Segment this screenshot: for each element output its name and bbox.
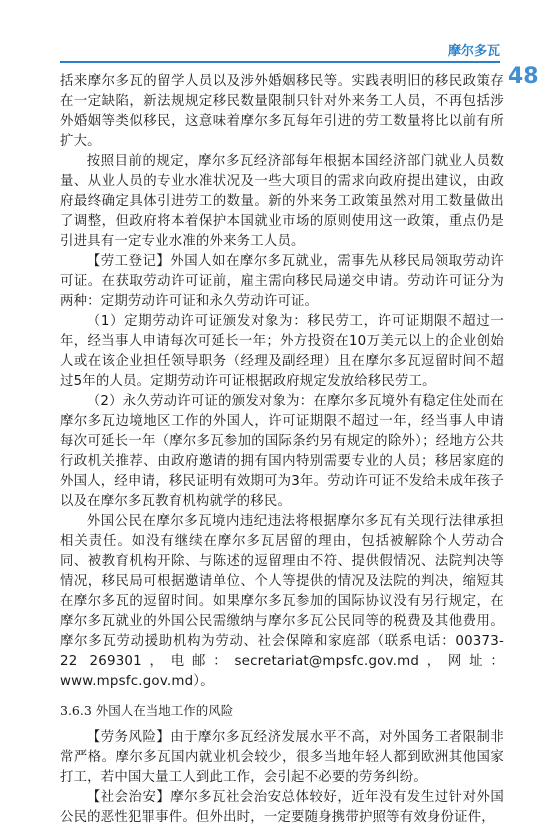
paragraph-temporary-permit: （1）定期劳动许可证颁发对象为：移民劳工，许可证期限不超过一年，经当事人申请每次可延长一年；外方投资在10万美元以上的企业创始人或在该企业担任领导职务（经理及副经理）且在摩尔多瓦逗留时间不超过5年的人员。定期劳动许可证根据政府规定发放给移民劳工。 (60, 314, 504, 389)
page-number: 48 (508, 64, 539, 89)
paragraph-public-security: 【社会治安】摩尔多瓦社会治安总体较好，近年没有发生过针对外国公民的恶性犯罪事件。但外出时，一定要随身携带护照等有效身份证件， (60, 790, 504, 825)
paragraph-legal-liability: 外国公民在摩尔多瓦境内违纪违法将根据摩尔多瓦有关现行法律承担相关责任。如没有继续在摩尔多瓦居留的理由，包括被解除个人劳动合同、被教育机构开除、与陈述的逗留理由不符、提供假情况、法院判决等情况，移民局可根据邀请单位、个人等提供的情况及法院的判决，缩短其在摩尔多瓦的逗留时间。如果摩尔多瓦参加的国际协议没有另行规定，在摩尔多瓦就业的外国公民需缴纳与摩尔多瓦公民同等的税费及其他费用。摩尔多瓦劳动援助机构为劳动、社会保障和家庭部（联系电话：00373- 22 269301，电邮：secretariat@mpsfc.gov.md，网址：www.mpsfc.gov.md）。 (60, 514, 504, 689)
paragraph-permanent-permit: （2）永久劳动许可证的颁发对象为：在摩尔多瓦境外有稳定住处而在摩尔多瓦边境地区工作的外国人，许可证期限不超过一年，经当事人申请每次可延长一年（摩尔多瓦参加的国际条约另有规定的除外）；经地方公共行政机关推荐、由政府邀请的拥有国内特别需要专业的人员；移居家庭的外国人，经申请，移民证明有效期可为3年。劳动许可证不发给未成年孩子以及在摩尔多瓦教育机构就学的移民。 (60, 394, 504, 509)
header-rule (60, 61, 500, 63)
paragraph-policy: 按照目前的规定，摩尔多瓦经济部每年根据本国经济部门就业人员数量、从业人员的专业水准状况及一些大项目的需求向政府提出建议，由政府最终确定具体引进劳工的数量。新的外来务工政策虽然对用工数量做出了调整，但政府将本着保护本国就业市场的原则使用这一政策，重点仍是引进具有一定专业水准的外来务工人员。 (60, 154, 504, 249)
running-header-title: 摩尔多瓦 (447, 44, 500, 59)
page-body (60, 72, 504, 828)
section-heading: 3.6.3 外国人在当地工作的风险 (60, 703, 234, 718)
paragraph-continuation: 括来摩尔多瓦的留学人员以及涉外婚姻移民等。实践表明旧的移民政策存在一定缺陷，新法规规定移民数量限制只针对外来务工人员，不再包括涉外婚姻等类似移民，这意味着摩尔多瓦每年引进的劳工数量将比以前有所扩大。 (60, 74, 504, 149)
paragraph-labor-registration: 【劳工登记】外国人如在摩尔多瓦就业，需事先从移民局领取劳动许可证。在获取劳动许可证前，雇主需向移民局递交申请。劳动许可证分为两种：定期劳动许可证和永久劳动许可证。 (60, 254, 504, 309)
paragraph-labor-risk: 【劳务风险】由于摩尔多瓦经济发展水平不高，对外国务工者限制非常严格。摩尔多瓦国内就业机会较少，很多当地年轻人都到欧洲其他国家打工，若中国大量工人到此工作，会引起不必要的劳务纠纷。 (60, 730, 504, 785)
